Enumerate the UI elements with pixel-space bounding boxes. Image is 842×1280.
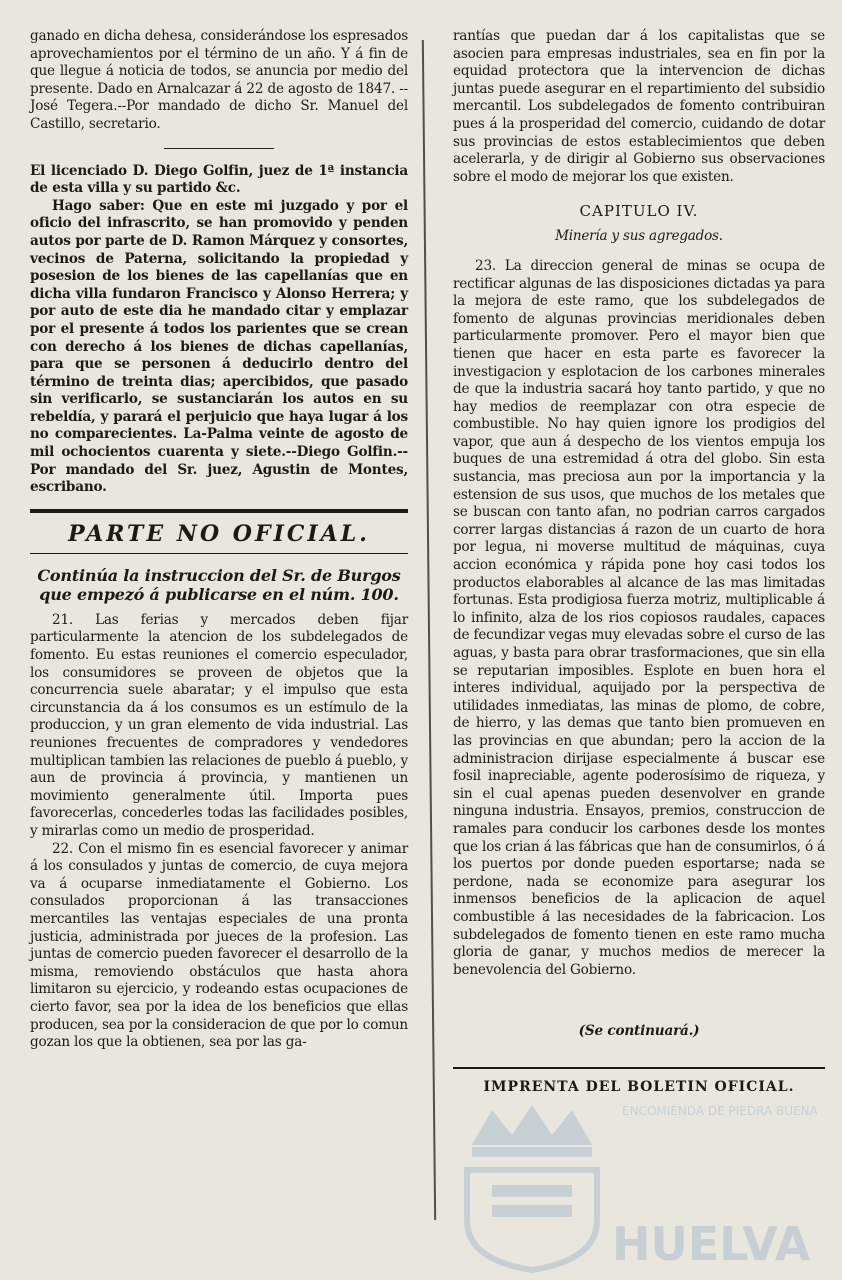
notice-golfin-heading: El licenciado D. Diego Golfin, juez de 1ª instancia de esta villa y su partido &c. bbox=[30, 162, 408, 197]
printer-imprint: IMPRENTA DEL BOLETIN OFICIAL. bbox=[483, 1078, 795, 1095]
paragraph-22: 22. Con el mismo fin es esencial favorecer y animar á los consulados y juntas de comercio, de cuya mejora va á ocuparse inmediatamente el Gobierno. Los consulados proporcionan á las transacciones mercantiles las ventajas especiales de una pronta justicia, administrada por jueces de la profesion. Las juntas de comercio pueden favorecer el desarrollo de la misma, removiendo obstáculos que hasta ahora limitaron su ejercicio, y rodeando estas ocupaciones de cierto favor, sea por la idea de los beneficios que ellas producen, sea por la consideracion de que por lo comun gozan los que la obtienen, sea por las ga- bbox=[30, 840, 408, 1051]
right-column bbox=[453, 28, 825, 1280]
short-separator bbox=[164, 148, 274, 149]
paragraph-23: 23. La direccion general de minas se ocupa de rectificar algunas de las disposiciones dictadas ya para la mejora de este ramo, que los subdelegados de fomento de algunas provincias meridionales deben particularmente promover. Pero el mayor bien que tienen que hacer en esta parte es favorecer la investigacion y esplotacion de los carbones minerales de que la industria sacará hoy tanto partido, y que no hay medios de reemplazar con otra especie de combustible. No hay quien ignore los prodigios del vapor, que aun á despecho de los vientos empuja los buques de una estremidad á otra del globo. Sin esta sustancia, mas preciosa aun por la importancia y la estension de sus usos, que muchos de los metales que se buscan con tanto afan, no podrian carros cargados correr largas distancias á razon de un cuarto de hora por legua, ni moverse multitud de máquinas, cuya accion económica y rápida pone hoy casi todos los productos elaborables al alcance de las mas limitadas fortunas. Esta prodigiosa fuerza motriz, multiplicable á lo infinito, alza de los rios copiosos raudales, capaces de fecundizar vegas muy elevadas sobre el curso de las aguas, y basta para obrar trasformaciones, que sin ella se reputarian imposibles. Esplote en buen hora el interes individual, aquijado por la perspectiva de utilidades inmediatas, las minas de plomo, de cobre, de hierro, y las demas que tanto bien promueven en las provincias en que abundan; pero la accion de la administracion dirijase especialmente á buscar ese fosil inapreciable, agente poderosísimo de riqueza, y sin el cual apenas pueden desenvolver en grande ninguna industria. Ensayos, premios, construccion de ramales para conducir los carbones desde los montes que los crian á las fábricas que han de consumirlos, ó á los puertos por donde pueden esportarse; nada se perdone, nada se economize para asegurar los inmensos beneficios de la aplicacion de aquel combustible á las necesidades de la fabricacion. Los subdelegados de fomento tienen en este ramo mucha gloria de ganar, y muchos medios de merecer la benevolencia del Gobierno. bbox=[453, 257, 825, 978]
continued-note: (Se continuará.) bbox=[578, 1023, 700, 1040]
chapter-subtitle: Minería y sus agregados. bbox=[555, 228, 723, 245]
section-rule-bottom bbox=[30, 553, 408, 554]
paragraph-22-continued: rantías que puedan dar á los capitalistas que se asocien para empresas industriales, sea en fin por la equidad protectora que la intervencion de dichas juntas puede asegurar en el repartimiento del subsidio mercantil. Los subdelegados de fomento contribuiran pues á la prosperidad del comercio, cuidando de dotar sus provincias de estos establecimientos que deben acelerarla, y de dirigir al Gobierno sus observaciones sobre el modo de mejorar los que existen. bbox=[453, 28, 825, 185]
section-title-parte-no-oficial: PARTE NO OFICIAL. bbox=[68, 520, 370, 547]
printer-rule bbox=[453, 1067, 825, 1069]
left-column bbox=[30, 28, 408, 1280]
stamp-text-top: ENCOMIENDA DE PIEDRA BUENA bbox=[622, 1104, 818, 1118]
instruction-heading: Continúa la instruccion del Sr. de Burgos que empezó á publicarse en el núm. 100. bbox=[37, 565, 401, 604]
notice-golfin-body: Hago saber: Que en este mi juzgado y por el oficio del infrascrito, se han promovido y penden autos por parte de D. Ramon Márquez y consortes, vecinos de Paterna, solicitando la propiedad y posesion de los bienes de las capellanías que en dicha villa fundaron Francisco y Alonso Herrera; y por auto de este dia he mandado citar y emplazar por el presente á todos los parientes que se crean con derecho á los bienes de dichas capellanías, para que se personen á deducirlo dentro del término de treinta dias; apercibidos, que pasado sin verificarlo, se sustanciarán los autos en su rebeldía, y parará el perjuicio que haya lugar á los no comparecientes. La-Palma veinte de agosto de mil ochocientos cuarenta y siete.--Diego Golfin.--Por mandado del Sr. juez, Agustin de Montes, escribano. bbox=[30, 197, 408, 496]
chapter-heading: CAPITULO IV. bbox=[579, 202, 699, 221]
section-rule-top bbox=[30, 509, 408, 513]
stamp-text-huelva: HUELVA bbox=[612, 1217, 811, 1271]
paragraph-21: 21. Las ferias y mercados deben fijar particularmente la atencion de los subdelegados de fomento. Eu estas reuniones el comercio especulador, los consumidores se proveen de objetos que la concurrencia suele abaratar; y el impulso que esta circunstancia da á los consumos es un estímulo de la produccion, y un gran elemento de vida industrial. Las reuniones frecuentes de compradores y vendedores multiplican tambien las relaciones de pueblo á pueblo, y aun de provincia á provincia, y mantienen un movimiento generalmente útil. Importa pues favorecerlas, concederles todas las facilidades posibles, y mirarlas como un medio de prosperidad. bbox=[30, 611, 409, 839]
column-divider bbox=[422, 40, 436, 1220]
notice-tegera: ganado en dicha dehesa, considerándose los espresados aprovechamientos por el término de un año. Y á fin de que llegue á noticia de todos, se anuncia por medio del presente. Dado en Arnalcazar á 22 de agosto de 1847. --José Tegera.--Por mandado de dicho Sr. Manuel del Castillo, secretario. bbox=[30, 28, 408, 132]
